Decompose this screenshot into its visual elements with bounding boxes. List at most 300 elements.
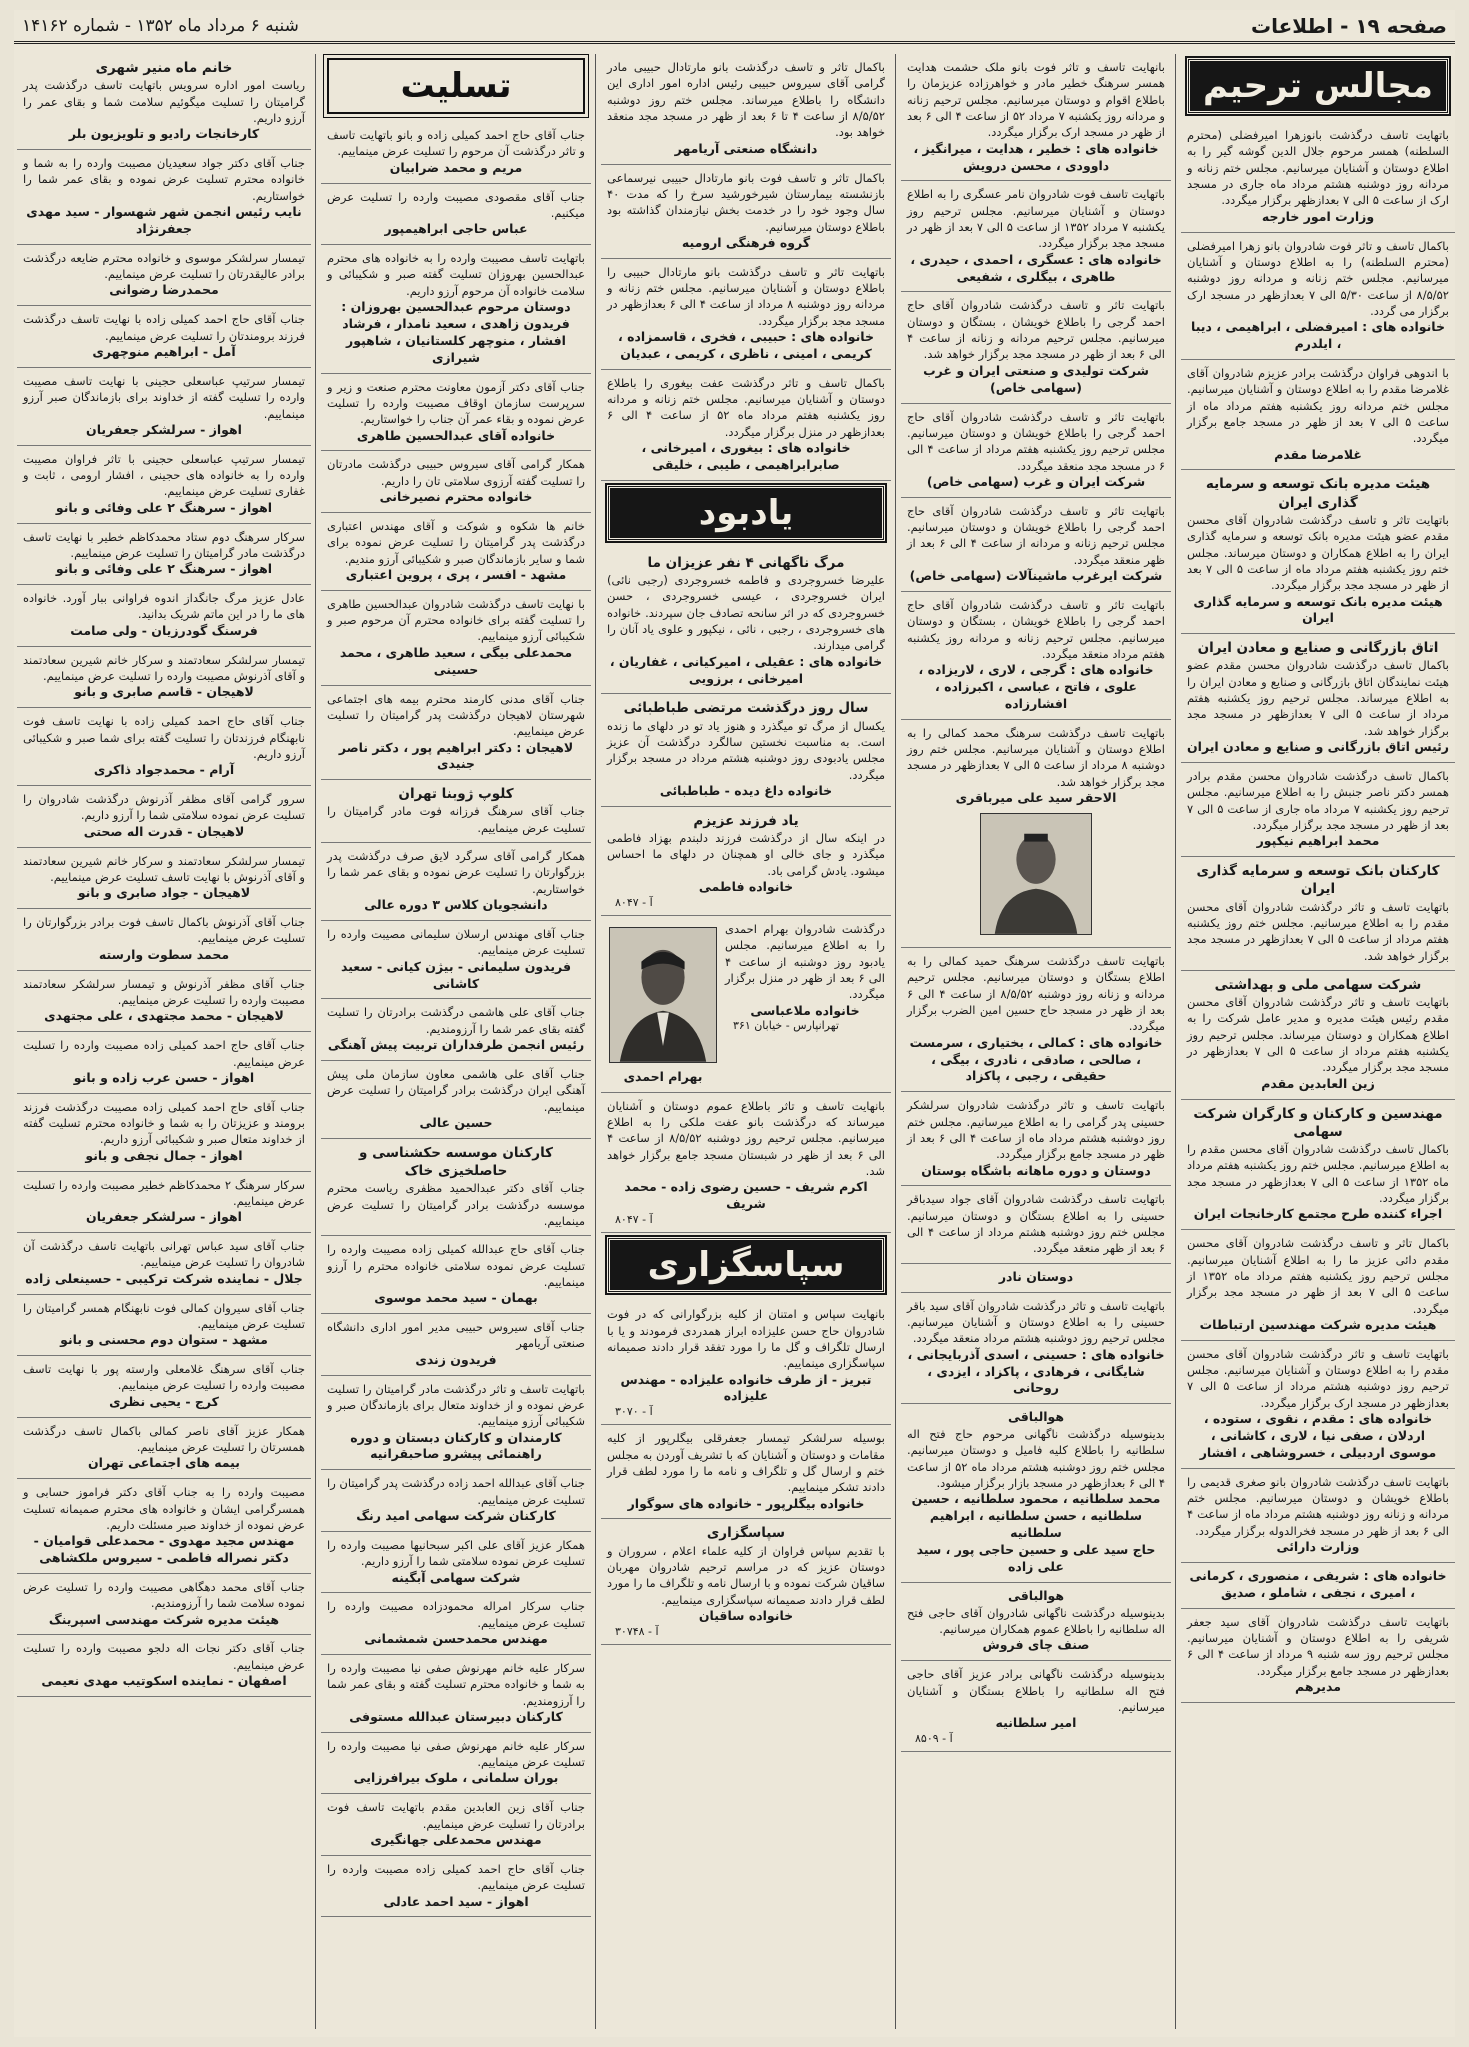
condolence-body: جناب آقای آذرنوش باکمال تاسف فوت برادر بزرگوارتان را تسلیت عرض مینماییم. — [23, 915, 305, 946]
condolence-signature: دانشجویان کلاس ۳ دوره عالی — [364, 897, 548, 913]
column-5 — [17, 54, 311, 2029]
condolence — [17, 585, 311, 647]
notice — [1181, 1341, 1455, 1469]
condolence — [17, 909, 311, 971]
condolence — [17, 1418, 311, 1480]
condolence-signature: مریم و محمد ضرابیان — [389, 159, 523, 175]
condolence — [17, 1635, 311, 1697]
condolence-signature: لاهیجان - قاسم صابری و بانو — [74, 684, 254, 700]
notice — [901, 54, 1171, 181]
condolence-signature: کارکنان دبیرستان عبدالله مستوفی — [349, 1708, 563, 1724]
condolence-body: جناب آقای سرهنگ غلامعلی وارسته پور با نهایت تاسف مصیبت وارده را تسلیت عرض مینماییم. — [23, 1362, 305, 1393]
condolence-body: همکار گرامی آقای سیروس حبیبی درگذشت مادرتان را تسلیت گفته آرزوی سلامتی تان را داریم. — [327, 457, 585, 488]
condolence-signature: فریدون سلیمانی - بیژن کیانی - سعید کاشانی — [340, 958, 572, 991]
section-banner-yadbood: یادبود — [607, 485, 885, 541]
condolence-body: سرکار سرهنگ دوم ستاد محمدکاظم خطیر با نهایت تاسف درگذشت مادر گرامیتان را تسلیت عرض مینماییم. — [23, 529, 305, 560]
notice — [901, 1404, 1171, 1583]
notice — [901, 720, 1171, 948]
column-1 — [1181, 54, 1455, 2029]
condolence — [321, 1236, 591, 1314]
notice-signature: وزارت امور خارجه — [1261, 208, 1375, 224]
condolence — [321, 184, 591, 246]
notice-body: با اندوهی فراوان درگذشت برادر عزیزم شادروان آقای غلامرضا مقدم را به اطلاع دوستان و آشنایان میرسانیم. مجلس ختم مردانه روز یکشنبه هفتم مرداد ماه از ساعت ۵ الی ۷ بعد از ظهر در مسجد جامع برگزار میگردد. — [1187, 365, 1450, 446]
condolence — [321, 921, 591, 999]
notice-signature: امیر سلطانیه — [995, 1715, 1077, 1731]
condolence-body: همکار عزیز آقای علی اکبر سبحانیها مصیبت وارده را تسلیت عرض نموده سلامتی شما را آرزو داریم. — [327, 1537, 585, 1569]
memorial — [601, 916, 891, 1093]
condolence-body: جناب آقای سید عباس تهرانی باتهایت تاسف درگذشت آن شادروان را تسلیت عرض مینماییم. — [23, 1239, 305, 1270]
notice-body: باکمال تاسف درگذشت شادروان محسن مقدم عضو هیئت نمایندگان اتاق بازرگانی و صنایع و معادن ایران را به اطلاع میرساند. مجلس ترحیم روز یکشنبه هفتم مرداد از ساعت ۵ الی ۷ بعدازظهر در مسجد مجد برگزار خواهد شد. — [1187, 658, 1449, 738]
notice-body: باکمال تاسف و تاثر فوت شادروان بانو زهرا امیرفضلی (محترم السلطنه) را به اطلاع دوستان و آشنایان میرسانیم. مجلس ختم زنانه و مردانه روز دوشنبه ۸/۵/۵۲ از ساعت ۵/۳۰ الی ۷ بعدازظهر در مسجد ارک برگزار می گردد. — [1187, 238, 1449, 318]
condolence — [17, 786, 311, 848]
notice-signature: حاج سید علی و حسین حاجی پور ، سید علی زاده — [916, 1542, 1156, 1574]
column-divider — [595, 54, 596, 2029]
notice — [901, 498, 1171, 592]
notice-body: باکمال تاثر و تاسف درگذشت شادروان آقای محسن مقدم دائی عزیز ما را به اطلاع آشنایان میرسانیم. مجلس ترحیم روز یکشنبه هفتم مرداد ماه ۱۳۵۲ از ساعت ۵ الی ۷ بعد از ظهر در مسجد مجد برگزار میگردد. — [1187, 1236, 1449, 1316]
condolence-body: جناب آقای حاج احمد کمیلی زاده مصیبت درگذشت فرزند برومند و عزیزتان را به شما و خانواده محترم تسلیت گفته از خداوند متعال صبر و شکیبائی آرزو داریم. — [23, 1099, 305, 1147]
condolence — [321, 1593, 591, 1655]
condolence — [321, 686, 591, 781]
memorial-body: یکسال از مرگ تو میگذرد و هنوز یاد تو در دلهای ما زنده است. به مناسبت نخستین سالگرد درگذشت آن عزیز مجلس یادبودی روز دوشنبه هشتم مرداد در مسجد برگزار میگردد. — [607, 718, 885, 782]
condolence-signature: فریدون زندی — [415, 1351, 497, 1367]
memorial-body: بانهایت تاسف و تاثر باطلاع عموم دوستان و آشنایان میرساند که درگذشت بانو عفت ملکی را به اطلاع میرسانیم. مجلس ترحیم روز دوشنبه ۸/۵/۵۲ از ساعت ۴ الی ۶ بعد از ظهر در شبستان مسجد جامع برگزار خواهد شد. — [607, 1098, 885, 1179]
notice — [1181, 1100, 1455, 1231]
memorial-signature: خانواده فاطمی — [698, 879, 794, 895]
notice — [601, 259, 891, 370]
condolence-body: تیمسار سرلشکر سعادتمند و سرکار خانم شیرین سعادتمند و آقای آذرنوش با نهایت تاسف تسلیت عرض مینماییم. — [23, 853, 305, 884]
issue-date: شنبه ۶ مرداد ماه ۱۳۵۲ - شماره ۱۴۱۶۲ — [22, 15, 299, 36]
notice-signature: خانواده های : بیغوری ، امیرخانی ، صابرابراهیمی ، طیبی ، خلیقی — [641, 440, 851, 472]
condolence — [17, 245, 311, 307]
condolence-signature: محمدعلی بیگی ، سعید طاهری ، محمد حسینی — [339, 644, 573, 677]
notice — [1181, 971, 1455, 1100]
condolence-body: تیمسار سرتیپ عباسعلی حجینی با تاثر فراوان مصیبت وارده را به خانواده های حجینی ، افشار ارومی ، ثابت و غفاری تسلیت عرض مینماییم. — [23, 451, 305, 499]
condolence-signature: دوستان مرحوم عبدالحسین بهروزان : فریدون زاهدی ، سعید نامدار ، فرشاد افشار ، منوچهر کلستانیان ، شاهپور شیرازی — [341, 299, 571, 365]
notice-signature: رئیس اتاق بازرگانی و صنایع و معادن ایران — [1187, 739, 1449, 755]
condolence-body: سرکار سرهنگ ۲ محمدکاظم خطیر مصیبت وارده را تسلیت عرض مینماییم. — [23, 1177, 306, 1208]
notice — [901, 292, 1171, 403]
condolence-body: جناب آقای حاج احمد کمیلی زاده مصیبت وارده را تسلیت عرض مینماییم. — [327, 1861, 585, 1893]
condolence-signature: اهواز - سرهنگ ۲ علی وفائی و بانو — [55, 499, 273, 515]
condolence-body: جناب آقای مقصودی مصیبت وارده را تسلیت عرض میکنیم. — [327, 189, 585, 220]
condolence — [17, 1233, 311, 1295]
notice-body: بانهایت تاسف و تاثر فوت بانو ملک حشمت هدایت همسر سرهنگ خطیر مادر و خواهرزاده عزیزمان را باطلاع اقوام و دوستان میرسانیم. مجلس ترحیم زنانه و مردانه روز یکشنبه ۷ مرداد ۵۲ از ساعت ۴ الی ۶ بعد از ظهر در مسجد ارک برگزار میگردد. — [907, 60, 1165, 140]
notice-body: باتهایت تاثر و تاسف درگذشت بانو مارتادال حبیبی را باطلاع دوستان و آشنایان میرسانیم. مجلس ختم زنانه و مردانه روز دوشنبه ۸ مرداد از ساعت ۴ الی ۶ بعدازظهر در مسجد مجد برگزار میگردد. — [607, 264, 885, 328]
notice-title: مهندسین و کارکنان و کارگران شرکت سهامی — [1193, 1105, 1443, 1140]
notice — [1181, 122, 1455, 233]
memorial — [601, 1093, 891, 1233]
condolence-body: جناب آقای عبدالله احمد زاده درگذشت پدر گرامیتان را تسلیت عرض مینماییم. — [327, 1476, 585, 1507]
condolence-signature: اهواز - حسن عرب زاده و بانو — [73, 1069, 255, 1085]
notice-signature: خانواده های : خطیر ، هدایت ، میرانگیز ، داوودی ، محسن درویش — [913, 140, 1159, 173]
notice-signature: هیئت مدیره شرکت مهندسین ارتباطات — [1199, 1316, 1437, 1332]
condolence — [17, 150, 311, 245]
memorial-signature: خانواده های : عقیلی ، امیرکیانی ، غفاریان ، امیرخانی ، برزویی — [609, 653, 883, 686]
condolence-body: خانم ها شکوه و شوکت و آقای مهندس اعتباری درگذشت پدر گرامیتان را تسلیت عرض نموده برای شما و سایر بازماندگان صبر و شکیبائی آرزو مندیم. — [327, 518, 585, 566]
condolence-body: عادل عزیز مرگ جانگداز اندوه فراوانی ببار آورد. خانواده های ما را در این ماتم شریک بدانید. — [23, 591, 305, 622]
notice-body: باتهایت تاسف درگذشت بانوزهرا امیرفضلی (محترم السلطنه) همسر مرحوم جلال الدین گوشه گیر را به اطلاع دوستان و آشنایان میرسانیم. مجلس ختم زنانه و مردانه روز دوشنبه هشتم مرداد ماه جاری در مسجد ارک از ساعت ۵ الی ۷ بعدازظهر برگزار میگردد. — [1187, 128, 1449, 208]
notice-body: باکمال تاسف درگذشت شادروان آقای محسن مقدم را به اطلاع میرسانیم. مجلس ختم روز یکشنبه هفتم مرداد ماه ۱۳۵۲ از ساعت ۵ الی ۷ بعدازظهر در مسجد مجد برگزار میگردد. — [1187, 1142, 1449, 1206]
notice-signature: خانواده های : حسینی ، اسدی آذربایجانی ، شایگانی ، فرهادی ، پاکزاد ، ایزدی ، روحانی — [907, 1346, 1165, 1396]
condolence-body: جناب آقای سرهنگ فرزانه فوت مادر گرامیتان را تسلیت عرض مینماییم. — [327, 804, 585, 835]
notice — [901, 1661, 1171, 1752]
condolence-body: سرکار علیه خانم مهرنوش صفی نیا مصیبت وارده را به شما و خانواده محترم تسلیت گفته و بقای عمر شما را آرزومندیم. — [327, 1660, 585, 1708]
condolence — [17, 1094, 311, 1172]
notice — [1181, 470, 1455, 634]
notice-body: باتهایت تاسف و تاثر درگذشت شادروان آقای محسن مقدم را به اطلاع دوستان و آشنایان میرسانیم. مجلس ترحیم روز دوشنبه هشتم مرداد از ساعت ۵ الی ۷ بعدازظهر در مسجد ارک برگزار میگردد. — [1187, 1346, 1449, 1410]
condolence-body: جناب آقای دکتر جواد سعیدیان مصیبت وارده را به شما و خانواده محترم تسلیت عرض نموده و بقای عمر شما را خواستاریم. — [23, 156, 305, 203]
condolence-body: جناب آقای سیروس حبیبی مدیر امور اداری دانشگاه صنعتی آریامهر — [327, 1320, 585, 1351]
notice-title: کارکنان بانک توسعه و سرمایه گذاری ایران — [1196, 863, 1440, 898]
portrait-icon — [981, 814, 1091, 934]
condolence-body: سرور گرامی آقای مظفر آذرنوش درگذشت شادروان را تسلیت عرض نموده سلامتی شما را آرزو داریم. — [23, 792, 305, 823]
notice — [901, 592, 1171, 720]
notice-signature: شرکت تولیدی و صنعتی ایران و غرب (سهامی خاص) — [923, 362, 1149, 395]
condolence — [17, 368, 311, 446]
condolence-signature: کارکنان شرکت سهامی امید رنگ — [356, 1508, 556, 1523]
notice — [1181, 857, 1455, 971]
thanks-body: بوسیله سرلشکر تیمسار جعفرقلی بیگلرپور از کلیه مقامات و دوستان و آشنایان که با تشریف آوردن به مجلس ختم و ارسال گل و تلگراف و نامه ما را مورد لطف قرار دادند تشکر مینماییم. — [607, 1431, 885, 1495]
condolence-signature: مشهد - افسر ، پری ، پروین اعتباری — [345, 566, 567, 582]
page-header — [14, 10, 1455, 44]
notice — [1181, 233, 1455, 360]
condolence — [321, 374, 591, 452]
condolence — [17, 306, 311, 368]
condolence — [17, 708, 311, 786]
page-label: صفحه ۱۹ - اطلاعات — [1250, 13, 1447, 38]
condolence-signature: محمدرضا رضوانی — [109, 282, 219, 298]
condolence-signature: آرام - محمدجواد ذاکری — [93, 762, 235, 778]
condolence — [321, 513, 591, 591]
memorial-body: درگذشت شادروان بهرام احمدی را به اطلاع میرسانیم. مجلس یادبود روز دوشنبه از ساعت ۴ الی ۶ بعد از ظهر در منزل برگزار میگردد. — [725, 921, 885, 1002]
portrait-icon — [610, 928, 716, 1062]
condolence-signature: اهواز - سید احمد عادلی — [383, 1893, 529, 1909]
thanks-notice — [601, 1519, 891, 1644]
photo-caption: بهرام احمدی — [623, 1068, 703, 1084]
column-divider — [1175, 54, 1176, 2029]
notice — [901, 1583, 1171, 1661]
column-4 — [321, 54, 591, 2029]
condolence-signature: عباس حاجی ابراهیمپور — [384, 221, 528, 237]
condolence — [321, 245, 591, 373]
memorial-body: در اینکه سال از درگذشت فرزند دلبندم بهزاد فاطمی میگذرد و جای خالی او همچنان در دلهای ما احساس میشود. یادش گرامی باد. — [607, 831, 885, 878]
condolence-signature: آمل - ابراهیم منوچهری — [92, 344, 236, 359]
notice-body: باتهایت تاثر و تاسف درگذشت شادروان آقای حاج احمد گرجی را باطلاع خویشان ، بستگان و دوستان میرسانیم. مجلس ترحیم زنانه و مردانه روز یکشنبه هفتم مرداد منعقد میگردد. — [907, 597, 1165, 661]
condolence-body: جناب آقای علی هاشمی درگذشت برادرتان را تسلیت گفته بقای عمر شما را آرزومندیم. — [327, 1005, 585, 1036]
condolence-signature: رئیس انجمن طرفداران تربیت پیش آهنگی — [327, 1037, 585, 1053]
condolence — [17, 54, 311, 150]
condolence — [321, 1470, 591, 1532]
condolence-body: جناب آقای زین العابدین مقدم باتهایت تاسف فوت برادرتان را تسلیت عرض مینماییم. — [327, 1800, 585, 1831]
condolence — [321, 1655, 591, 1733]
ad-reference: آ - ۳۰۷۴۸ — [615, 1624, 659, 1638]
thanks-body: بانهایت سپاس و امتنان از کلیه بزرگوارانی که در فوت شادروان حاج حسن علیزاده ابراز همدردی فرمودند و یا با ارسال تلگراف و گل ما را مورد تفقد قرار دادند صمیمانه سپاسگزاری مینماییم. — [607, 1307, 885, 1371]
thanks-body: با تقدیم سپاس فراوان از کلیه علماء اعلام ، سروران و دوستان عزیز که در مراسم ترحیم شادروان مهربان ساقیان شرکت نموده و با ارسال نامه و تلگراف ما را مورد لطف قرار دادند صمیمانه سپاسگزاری مینماییم. — [607, 1543, 885, 1607]
condolence-signature: لاهیجان - جواد صابری و بانو — [77, 885, 251, 901]
notice-signature: وزارت دارائی — [1276, 1539, 1360, 1555]
memorial-signature: اکرم شریف - حسین رضوی زاده - محمد شریف — [624, 1179, 868, 1212]
portrait-photo — [980, 813, 1092, 935]
condolence-signature: حسین عالی — [419, 1114, 493, 1130]
condolence-signature: لاهیجان - قدرت اله صحتی — [83, 823, 245, 839]
notice — [1181, 1563, 1455, 1609]
condolence-signature: هیئت مدیره شرکت مهندسی اسپرینگ — [48, 1611, 280, 1627]
condolence-signature: نایب رئیس انجمن شهر شهسوار - سید مهدی جعفرنژاد — [26, 204, 302, 236]
notice — [601, 54, 891, 165]
condolence-body: باتهایت تاسف مصیبت وارده را به خانواده های محترم عبدالحسین بهروزان تسلیت گفته صبر و شکیبائی و سلامت خانواده آن مرحوم آرزو داریم. — [327, 251, 585, 298]
memorial — [601, 807, 891, 916]
notice — [901, 948, 1171, 1092]
condolence — [321, 1314, 591, 1376]
column-divider — [895, 54, 896, 2029]
condolence-body: تیمسار سرلشکر موسوی و خانواده محترم ضایعه درگذشت برادر عالیقدرتان را تسلیت عرض مینماییم. — [23, 250, 305, 282]
notice-body: باتهایت تاثر و تاسف درگذشت شادروان آقای حاج احمد گرجی را باطلاع خویشان و دوستان میرسانیم. مجلس ترحیم روز یکشنبه هفتم مرداد از ساعت ۴ الی ۶ در مسجد مجد منعقد میگردد. — [907, 409, 1165, 473]
notice — [901, 1092, 1171, 1186]
condolence-signature: مهندس مجید مهدوی - محمدعلی قوامیان - دکتر نصراله فاطمی - سیروس ملکشاهی — [33, 1533, 295, 1566]
condolence-body: همکار گرامی آقای سرگرد لایق صرف درگذشت پدر بزرگوارتان را تسلیت عرض نموده و بقای عمر شما را خواستاریم. — [327, 849, 585, 896]
notice — [901, 181, 1171, 292]
condolence — [17, 524, 311, 586]
notice-title: هیئت مدیره بانک توسعه و سرمایه گذاری ایران — [1205, 476, 1431, 511]
notice-body: باتهایت تاسف درگذشت شادروان آقای سید جعفر شریفی را به اطلاع دوستان و آشنایان میرسانیم. مجلس ترحیم روز سه شنبه ۹ مرداد از ساعت ۴ الی ۶ بعدازظهر در مسجد جامع برگزار میگردد. — [1187, 1614, 1449, 1678]
condolence — [321, 999, 591, 1061]
notice-body: باتهایت تاثر و تاسف درگذشت شادروان آقای محسن مقدم عضو هیئت مدیره بانک توسعه و سرمایه گذاری ایران را به اطلاع همکاران و دوستان میرساند. مجلس ختم روز یکشنبه هفتم مرداد ماه از ساعت ۵ الی ۷ بعد از ظهر در مسجد مجد برگزار میگردد. — [1187, 512, 1449, 593]
condolence-signature: کرج - یحیی نظری — [109, 1393, 219, 1409]
notice-signature: خانواده های : حبیبی ، فخری ، قاسمزاده ، کریمی ، امینی ، ناظری ، کریمی ، عبدیان — [618, 329, 874, 361]
ad-reference: آ - ۸۵۰۹ — [915, 1732, 953, 1746]
ad-reference: تهرانپارس - خیابان ۳۶۱ — [733, 1019, 839, 1033]
condolence-body: جناب آقای سیروان کمالی فوت نابهنگام همسر گرامیتان را تسلیت عرض مینماییم. — [23, 1300, 305, 1331]
condolence — [321, 1856, 591, 1918]
condolence-signature: لاهیجان : دکتر ابراهیم پور ، دکتر ناصر جنیدی — [338, 739, 574, 772]
memorial-title: مرگ ناگهانی ۴ نفر عزیزان ما — [647, 554, 845, 571]
notice-body: باکمال تاثر و تاسف درگذشت بانو مارتادال حبیبی مادر گرامی آقای سیروس حبیبی رئیس اداره امور اداری این دانشگاه را باطلاع میرساند. مجلس ختم روز دوشنبه ۸/۵/۵۲ از ساعت ۴ تا ۶ بعد از ظهر در مسجد مجد منعقد خواهد بود. — [607, 60, 886, 140]
portrait-photo — [609, 927, 717, 1063]
condolence-signature: بیمه های اجتماعی تهران — [88, 1455, 240, 1471]
condolence — [321, 780, 591, 843]
notice-body: بدینوسیله درگذشت ناگهانی شادروان آقای حاجی فتح اله سلطانیه را باطلاع عموم همکاران میرسانیم. — [907, 1605, 1165, 1637]
notice-title: شرکت سهامی ملی و بهداشتی — [1214, 976, 1422, 993]
condolence-signature: مشهد - ستوان دوم محسنی و بانو — [60, 1332, 268, 1348]
notice-signature: خانواده های : شریفی ، منصوری ، کرمانی ، امیری ، نجفی ، شاملو ، صدیق — [1189, 1567, 1447, 1600]
condolence-body: سرکار علیه خانم مهرنوش صفی نیا مصیبت وارده را تسلیت عرض مینماییم. — [327, 1738, 585, 1770]
condolence-signature: لاهیجان - محمد مجتهدی ، علی مجتهدی — [44, 1008, 284, 1024]
condolence — [321, 1794, 591, 1856]
condolence-signature: کارمندان و کارکنان دبستان و دوره راهنمائی پیشرو صاحبقرانیه — [350, 1429, 562, 1462]
notice-body: باتهایت تاثر و تاسف درگذشت شادروان آقای حاج احمد گرجی را باطلاع خویشان و دوستان میرسانیم. مجلس ترحیم زنانه و مردانه از ساعت ۴ الی ۶ بعد از ظهر منعقد میگردد. — [907, 503, 1165, 567]
ad-reference: آ - ۳۰۷۰ — [615, 1405, 653, 1419]
condolence-signature: مهندس محمدحسن شمشمانی — [364, 1631, 548, 1647]
notice — [1181, 1609, 1455, 1703]
condolence-title: کلوپ ژوبنا تهران — [398, 786, 514, 803]
condolence-body: جناب آقای مدنی کارمند محترم بیمه های اجتماعی شهرستان لاهیجان درگذشت پدر گرامیتان را تسلیت عرض مینماییم. — [327, 691, 585, 739]
notice-signature: مدیرهم — [1295, 1678, 1341, 1694]
condolence-signature: اهواز - جمال نجفی و بانو — [85, 1147, 243, 1163]
notice-body: باتهایت تاسف فوت شادروان نامر عسگری را به اطلاع دوستان و آشنایان میرسانیم. مجلس ترحیم روز یکشنبه ۷ مرداد ۱۳۵۲ از ساعت ۵ الی ۷ بعد از ظهر در مسجد مجد برگزار میگردد. — [907, 187, 1165, 251]
condolence-signature: خانواده محترم نصیرخانی — [379, 489, 533, 505]
condolence-body: مصیبت وارده را به جناب آقای دکتر فراموز حسابی و همسرگرامی ایشان و خانواده های محترم صمیمانه تسلیت عرض نموده از خداوند صبر مسئلت داریم. — [23, 1485, 305, 1532]
condolence — [17, 647, 311, 709]
notice-signature: خانواده های : کمالی ، بختیاری ، سرمست ، صالحی ، صادقی ، نادری ، بیگی ، حقیقی ، رجبی ، پاکزاد — [909, 1034, 1163, 1084]
notice-body: باتهایت تاسف و تاثر درگذشت شادروان آقای محسن مقدم رئیس هیئت مدیره و مدیر عامل شرکت را به اطلاع همکاران و دوستان میرساند. مجلس ترحیم روز یکشنبه هفتم مرداد از ساعت ۵ الی ۷ بعدازظهر در مسجد مجد برگزار میگردد. — [1187, 995, 1449, 1075]
condolence — [321, 451, 591, 513]
column-divider — [315, 54, 316, 2029]
memorial-signature: خانواده ملاعباسی — [750, 1002, 860, 1018]
notice-body: باتهایت تاسف درگذشت سرهنگ محمد کمالی را به اطلاع دوستان و آشنایان میرسانیم. مجلس ختم روز دوشنبه ۸ مرداد از ساعت ۵ الی ۷ بعدازظهر در مسجد مجد برگزار خواهد شد. — [907, 725, 1166, 789]
condolence — [321, 1532, 591, 1594]
notice-signature: الاحقر سید علی میرباقری — [955, 790, 1117, 806]
condolence — [17, 1295, 311, 1357]
notice-signature: خانواده های : عسگری ، احمدی ، حیدری ، طاهری ، بیگلری ، شفیعی — [910, 251, 1162, 284]
condolence — [321, 1376, 591, 1471]
condolence — [17, 1479, 311, 1574]
condolence — [17, 848, 311, 910]
notice-signature: محمد ابراهیم نیکپور — [1256, 833, 1380, 849]
condolence-body: جناب آقای محمد دهگاهی مصیبت وارده را تسلیت عرض نموده سلامت شما را آرزومندیم. — [23, 1579, 305, 1611]
ad-reference: آ - ۸۰۴۷ — [615, 895, 653, 909]
notice-signature: زین العابدین مقدم — [1261, 1075, 1375, 1091]
condolence-body: جناب آقای مظفر آذرنوش و تیمسار سرلشکر سعادتمند مصیبت وارده را تسلیت عرض مینماییم. — [23, 976, 305, 1007]
condolence — [321, 591, 591, 686]
memorial-title: یاد فرزند عزیزم — [693, 812, 799, 829]
condolence-signature: محمد سطوت وارسته — [98, 946, 230, 962]
notice-signature: شرکت ایرغرب ماشینآلات (سهامی خاص) — [909, 568, 1163, 584]
condolence — [17, 1172, 311, 1234]
condolence-body: جناب آقای حاج احمد کمیلی زاده با نهایت تاسف فوت نابهنگام فرزندتان را تسلیت گفته برای شما صبر و شکیبائی آرزو داریم. — [23, 714, 305, 761]
notice-body: باتهایت تاسف و تاثر درگذشت شادروان آقای محسن مقدم را به اطلاع میرسانیم. مجلس ختم روز یکشنبه هفتم مرداد از ساعت ۵ الی ۷ بعدازظهر در مسجد مجد برگزار خواهد شد. — [1187, 899, 1449, 963]
notice-body: باکمال تاسف درگذشت شادروان محسن مقدم برادر همسر دکتر ناصر جنبش را به اطلاع میرسانیم. مجلس ترحیم روز یکشنبه ۷ مرداد ماه جاری از ساعت ۵ الی ۷ بعد از ظهر در مسجد مجد برگزار میگردد. — [1187, 768, 1449, 832]
notice — [601, 165, 891, 259]
condolence-body: ریاست امور اداره سرویس باتهایت تاسف درگذشت پدر گرامیتان را تسلیت میگوئیم سلامت شما و بقای عمر را آرزو داریم. — [23, 78, 305, 125]
memorial-title: سال روز درگذشت مرتضی طباطبائی — [623, 700, 869, 717]
condolence-signature: جلال - نماینده شرکت ترکیبی - حسینعلی زاده — [25, 1270, 303, 1286]
thanks-notice — [601, 1301, 891, 1425]
condolence-body: باتهایت تاسف و تاثر درگذشت مادر گرامیتان را تسلیت عرض نموده و از خداوند متعال برای بازماندگان صبر و شکیبائی آرزو مینماییم. — [327, 1381, 585, 1429]
condolence-title: کارکنان موسسه حکشناسی و حاصلخیزی خاک — [359, 1144, 553, 1180]
notice-signature: محمد سلطانیه ، محمود سلطانیه ، حسین سلطانیه ، حسن سلطانیه ، ابراهیم سلطانیه — [911, 1491, 1161, 1541]
thanks-title: سپاسگزاری — [706, 1525, 786, 1542]
condolence-signature: اصفهان - نماینده اسکوتیب مهدی نعیمی — [41, 1673, 287, 1689]
condolence — [17, 1032, 311, 1094]
ad-reference: آ - ۸۰۴۷ — [615, 1213, 653, 1227]
notice-body: باتهایت تاسف درگذشت سرهنگ حمید کمالی را به اطلاع بستگان و دوستان میرسانیم. مجلس ترحیم مردانه و زنانه روز دوشنبه ۸/۵/۵۲ از ساعت ۴ الی ۶ بعد از ظهر در مسجد حاج حسین امین الضرب برگزار میگردد. — [907, 954, 1165, 1034]
notice-body: باتهایت تاسف و تاثر درگذشت شادروان آقای سید باقر حسینی را به اطلاع دوستان و آشنایان میرسانیم. مجلس ترحیم روز دوشنبه هشتم مرداد منعقد میگردد. — [907, 1298, 1165, 1346]
notice — [901, 1293, 1171, 1405]
condolence — [321, 1061, 591, 1139]
notice-signature: هوالباقی — [1007, 1409, 1065, 1425]
thanks-notice — [601, 1425, 891, 1519]
memorial — [601, 549, 891, 695]
notice-signature: گروه فرهنگی ارومیه — [681, 234, 811, 250]
condolence-body: جناب آقای دکتر عبدالحمید مظفری ریاست محترم موسسه درگذشت برادر گرامیتان را تسلیت عرض مینماییم. — [327, 1181, 585, 1228]
condolence-body: جناب سرکار امراله محمودزاده مصیبت وارده را تسلیت عرض مینماییم. — [327, 1599, 585, 1630]
condolence-body: جناب آقای علی هاشمی معاون سازمان ملی پیش آهنگی ایران درگذشت برادر گرامیتان را تسلیت عرض مینماییم. — [327, 1066, 585, 1114]
notice-signature: خانواده های : امیرفضلی ، ابراهیمی ، دیبا ، ایلدرم — [1191, 319, 1445, 352]
notice — [901, 1186, 1171, 1263]
condolence-signature: بوران سلمانی ، ملوک بیرافرزایی — [353, 1770, 559, 1786]
notice-signature: دانشگاه صنعتی آریامهر — [674, 140, 818, 156]
notice — [1181, 763, 1455, 857]
notice-signature: اجراء کننده طرح مجتمع کارخانجات ایران — [1193, 1206, 1443, 1222]
notice-signature: خانواده های : مقدم ، نقوی ، ستوده ، اردلان ، صفی نیا ، لاری ، کاشانی ، موسوی اردبیلی ، خسروشاهی ، افشار — [1199, 1411, 1437, 1460]
condolence — [17, 971, 311, 1033]
condolence-body: جناب آقای دکتر آزمون معاونت محترم صنعت و زیر و سرپرست سازمان اوقاف مصیبت وارده را تسلیت عرض نموده و بقاء عمر آن جناب را خواستاریم. — [327, 379, 585, 427]
condolence-signature: اهواز - سرهنگ ۲ علی وفائی و بانو — [55, 561, 273, 577]
notice — [1181, 1230, 1455, 1341]
notice-body: باتهایت تاسف درگذشت شادروان بانو صغری قدیمی را باطلاع خویشان و دوستان میرسانیم. مجلس ختم مردانه و زنانه روز دوشنبه هشتم مرداد ماه از ساعت ۴ الی ۶ بعد از ظهر در مسجد فخرالدوله برگزار میگردد. — [1187, 1474, 1449, 1538]
notice-signature: خانواده های : گرجی ، لاری ، لاریزاده ، علوی ، فاتح ، عباسی ، اکبرزاده ، افشارزاده — [918, 662, 1154, 711]
condolence-signature: فرسنگ گودرزیان - ولی صامت — [70, 622, 258, 638]
condolence-signature: اهواز - سرلشکر جعفریان — [86, 1209, 242, 1225]
notice — [901, 404, 1171, 498]
column-2 — [901, 54, 1171, 2029]
thanks-signature: خانواده ساقیان — [698, 1607, 794, 1623]
condolence — [321, 1733, 591, 1795]
notice — [1181, 360, 1455, 471]
condolence-body: تیمسار سرتیپ عباسعلی حجینی با نهایت تاسف مصیبت وارده را تسلیت گفته از خداوند برای بازماندگان صبر آرزو مینماییم. — [23, 373, 305, 421]
notice-signature: غلامرضا مقدم — [1274, 446, 1362, 462]
section-banner-tasliat: تسلیت — [327, 58, 585, 114]
condolence — [321, 1139, 591, 1236]
section-banner-sepasgozari: سپاسگزاری — [607, 1237, 885, 1293]
condolence — [321, 122, 591, 184]
memorial-signature: خانواده داغ دیده - طباطبائی — [659, 782, 833, 798]
notice — [601, 370, 891, 481]
condolence-body: جناب آقای حاج عبدالله کمیلی زاده مصیبت وارده را تسلیت عرض نموده سلامتی خانواده محترم را آرزو مینماییم. — [327, 1242, 585, 1289]
notice-body: بدینوسیله درگذشت ناگهانی مرحوم حاج فتح اله سلطانیه را باطلاع کلیه فامیل و دوستان میرسانیم. مجلس ختم روز دوشنبه هشتم مرداد ماه ۵۲ از ساعت ۴ الی ۶ بعدازظهر در مسجد بازار برگزار میشود. — [907, 1427, 1165, 1491]
newspaper-page — [14, 10, 1455, 2037]
thanks-signature: تبریز - از طرف خانواده علیزاده - مهندس علیزاده — [620, 1371, 872, 1404]
condolence-signature: خانواده آقای عبدالحسین طاهری — [356, 427, 556, 443]
condolence-body: جناب آقای دکتر نجات اله دلجو مصیبت وارده را تسلیت عرض مینماییم. — [23, 1641, 305, 1672]
notice-body: بدینوسیله درگذشت ناگهانی برادر عزیز آقای حاجی فتح اله سلطانیه را باطلاع بستگان و آشنایان میرسانیم. — [907, 1667, 1165, 1714]
column-3 — [601, 54, 891, 2029]
condolence — [17, 1356, 311, 1418]
condolence-signature: اهواز - سرلشکر جعفریان — [86, 421, 242, 437]
notice-body: باتهایت تاسف درگذشت شادروان آقای جواد سیدباقر حسینی را به اطلاع بستگان و دوستان میرسانیم. مجلس ختم روز دوشنبه هشتم مرداد از ساعت ۴ الی ۶ بعد از ظهر منعقد میگردد. — [907, 1192, 1165, 1256]
condolence-signature: کارخانجات رادیو و تلویزیون بلر — [68, 126, 260, 142]
notice — [1181, 634, 1455, 763]
notice — [901, 1264, 1171, 1293]
condolence — [321, 843, 591, 921]
notice-signature: هیئت مدیره بانک توسعه و سرمایه گذاری ایران — [1193, 593, 1443, 626]
condolence-title: خانم ماه منیر شهری — [95, 60, 233, 76]
notice-body: باکمال تاثر و تاسف فوت بانو مارتادال حبیبی نیرسماعی بازنشسته بیمارستان شیرخورشید سرخ را که مدت ۴۰ سال وجود خود را در خدمت بخش نیازمندان گذاشته بود باطلاع دوستان میرسانیم. — [607, 170, 885, 234]
condolence-body: همکار عزیز آقای ناصر کمالی باکمال تاسف درگذشت همسرتان را تسلیت عرض مینماییم. — [23, 1423, 305, 1455]
condolence-body: جناب آقای حاج احمد کمیلی زاده با نهایت تاسف درگذشت فرزند برومندتان را تسلیت عرض مینماییم. — [23, 312, 305, 343]
notice-signature: هوالباقی — [1007, 1587, 1065, 1603]
notice-signature: شرکت ایران و غرب (سهامی خاص) — [926, 473, 1146, 489]
condolence-body: با نهایت تاسف درگذشت شادروان عبدالحسین طاهری را تسلیت گفته برای خانواده محترم آن مرحوم صبر و شکیبائی آرزو مینماییم. — [327, 596, 585, 644]
notice-signature: دوستان و دوره ماهانه باشگاه بوستان — [921, 1162, 1151, 1178]
condolence — [17, 446, 311, 524]
section-banner-majales: مجالس ترحیم — [1187, 58, 1449, 114]
condolence-signature: مهندس محمدعلی جهانگیری — [370, 1831, 542, 1847]
condolence-body: جناب آقای حاج احمد کمیلی زاده و بانو باتهایت تاسف و تاثر درگذشت آن مرحوم را تسلیت عرض مینماییم. — [327, 128, 585, 159]
notice — [1181, 1469, 1455, 1563]
notice-body: باتهایت تاثر و تاسف درگذشت شادروان آقای حاج احمد گرجی را باطلاع خویشان ، بستگان و دوستان میرسانیم. مجلس ترحیم مردانه و زنانه از ساعت ۴ الی ۶ بعد از ظهر در مسجد مجد برگزار خواهد شد. — [907, 298, 1165, 362]
memorial-body: علیرضا خسروجردی و فاطمه خسروجردی (رجبی نائی) ایران خسروجردی ، عیسی خسروجردی ، حسن خسروجردی که در اثر سانحه تصادف جان سپردند. خانواده های خسروجردی ، رجبی ، نائی ، نیکپور و علوی یاد آنان را گرامی میدارند. — [607, 573, 885, 653]
condolence-signature: شرکت سهامی آبگینه — [391, 1569, 521, 1585]
condolence-body: تیمسار سرلشکر سعادتمند و سرکار خانم شیرین سعادتمند و آقای آذرنوش مصیبت وارده را تسلیت عرض مینماییم. — [23, 652, 305, 683]
notice-title: اتاق بازرگانی و صنایع و معادن ایران — [1197, 640, 1439, 657]
condolence-signature: بهمان - سید محمد موسوی — [374, 1290, 538, 1306]
condolence-body: جناب آقای مهندس ارسلان سلیمانی مصیبت وارده را تسلیت عرض مینماییم. — [327, 927, 585, 958]
thanks-signature: خانواده بیگلرپور - خانواده های سوگوار — [627, 1495, 865, 1511]
notice-signature: صنف چای فروش — [982, 1637, 1090, 1653]
condolence — [17, 1574, 311, 1636]
notice-body: باکمال تاسف و تاثر درگذشت عفت بیغوری را باطلاع دوستان و آشنایان میرسانیم. مجلس ختم زنانه و مردانه روز یکشنبه هفتم مرداد ماه ۵۲ از ساعت ۴ الی ۶ بعدازظهر در منزل برگزار میگردد. — [607, 375, 885, 439]
